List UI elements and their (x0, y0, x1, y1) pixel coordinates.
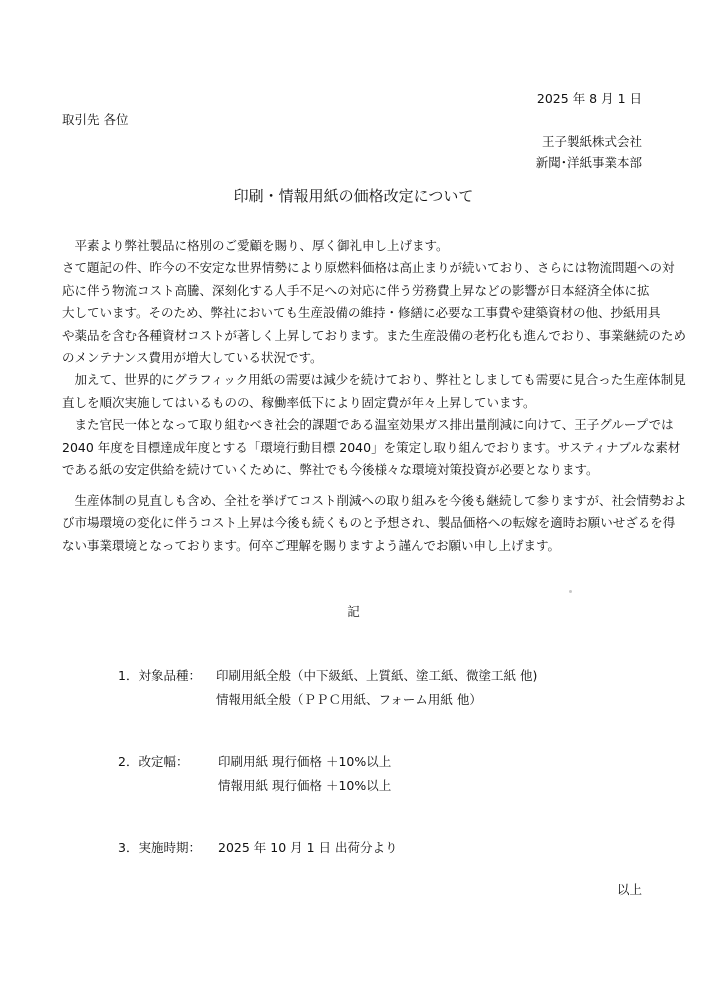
sender-department: 新聞･洋紙事業本部 (535, 155, 642, 170)
body-line: である紙の安定供給を続けていくために、弊社でも今後様々な環境対策投資が必要となります。 (62, 462, 599, 478)
item-3-label: 3．実施時期： (118, 840, 201, 855)
body-line: ない事業環境となっております。何卒ご理解を賜りますよう謹んでお願い申し上げます。 (62, 537, 561, 553)
ki-heading: 記 (347, 604, 360, 619)
body-line: 加えて、世界的にグラフィック用紙の需要は減少を続けており、弊社としましても需要に見合った生産体制見 (62, 372, 686, 388)
body-paragraph-1 (62, 235, 687, 481)
item-1-line-1: 印刷用紙全般（中下級紙、上質紙、塗工紙、微塗工紙 他) (216, 668, 538, 683)
body-line: また官民一体となって取り組むべき社会的課題である温室効果ガス排出量削減に向けて、王子グループでは (62, 417, 674, 433)
document-title: 印刷・情報用紙の価格改定について (233, 187, 474, 205)
scan-speck (569, 590, 572, 593)
item-1-line-2: 情報用紙全般（ＰＰＣ用紙、フォーム用紙 他） (216, 692, 482, 707)
body-line: のメンテナンス費用が増大している状況です。 (62, 350, 323, 366)
item-3-line-1: 2025 年 10 月 1 日 出荷分より (218, 840, 398, 855)
sender-company: 王子製紙株式会社 (541, 134, 642, 149)
closing-ijo: 以上 (616, 882, 642, 897)
item-2-line-1: 印刷用紙 現行価格 ＋10%以上 (218, 754, 392, 769)
body-line: 2040 年度を目標達成年度とする「環境行動目標 2040」を策定し取り組んでおります。サスティナブルな素材 (62, 439, 681, 455)
body-line: や薬品を含む各種資材コストが著しく上昇しております。また生産設備の老朽化も進んでおり、事業継続のため (62, 327, 687, 343)
body-line: 平素より弊社製品に格別のご愛顧を賜り、厚く御礼申し上げます。 (62, 238, 449, 253)
item-2-label: 2．改定幅： (118, 754, 189, 769)
item-2-line-2: 情報用紙 現行価格 ＋10%以上 (218, 778, 392, 793)
body-line: 大しています。そのため、弊社においても生産設備の維持・修繕に必要な工事費や建築資材の他、抄紙用具 (62, 305, 661, 321)
body-line: さて題記の件、昨今の不安定な世界情勢により原燃料価格は高止まりが続いており、さらには物流問題への対 (62, 260, 675, 276)
body-line: 応に伴う物流コスト高騰、深刻化する人手不足への対応に伴う労務費上昇などの影響が日本経済全体に拡 (62, 282, 650, 298)
item-1-label: 1．対象品種： (118, 668, 201, 683)
body-paragraph-2 (62, 490, 687, 557)
body-line: 直しを順次実施してはいるものの、稼働率低下により固定費が年々上昇しています。 (62, 394, 536, 410)
body-line: 生産体制の見直しも含め、全社を挙げてコスト削減への取り組みを今後も継続して参りますが、社会情勢およ (62, 493, 687, 508)
letter-date: 2025 年 8 月 1 日 (536, 91, 642, 106)
addressee: 取引先 各位 (62, 112, 129, 127)
body-line: び市場環境の変化に伴うコスト上昇は今後も続くものと予想され、製品価格への転嫁を適時お願いせざるを得 (62, 515, 676, 531)
